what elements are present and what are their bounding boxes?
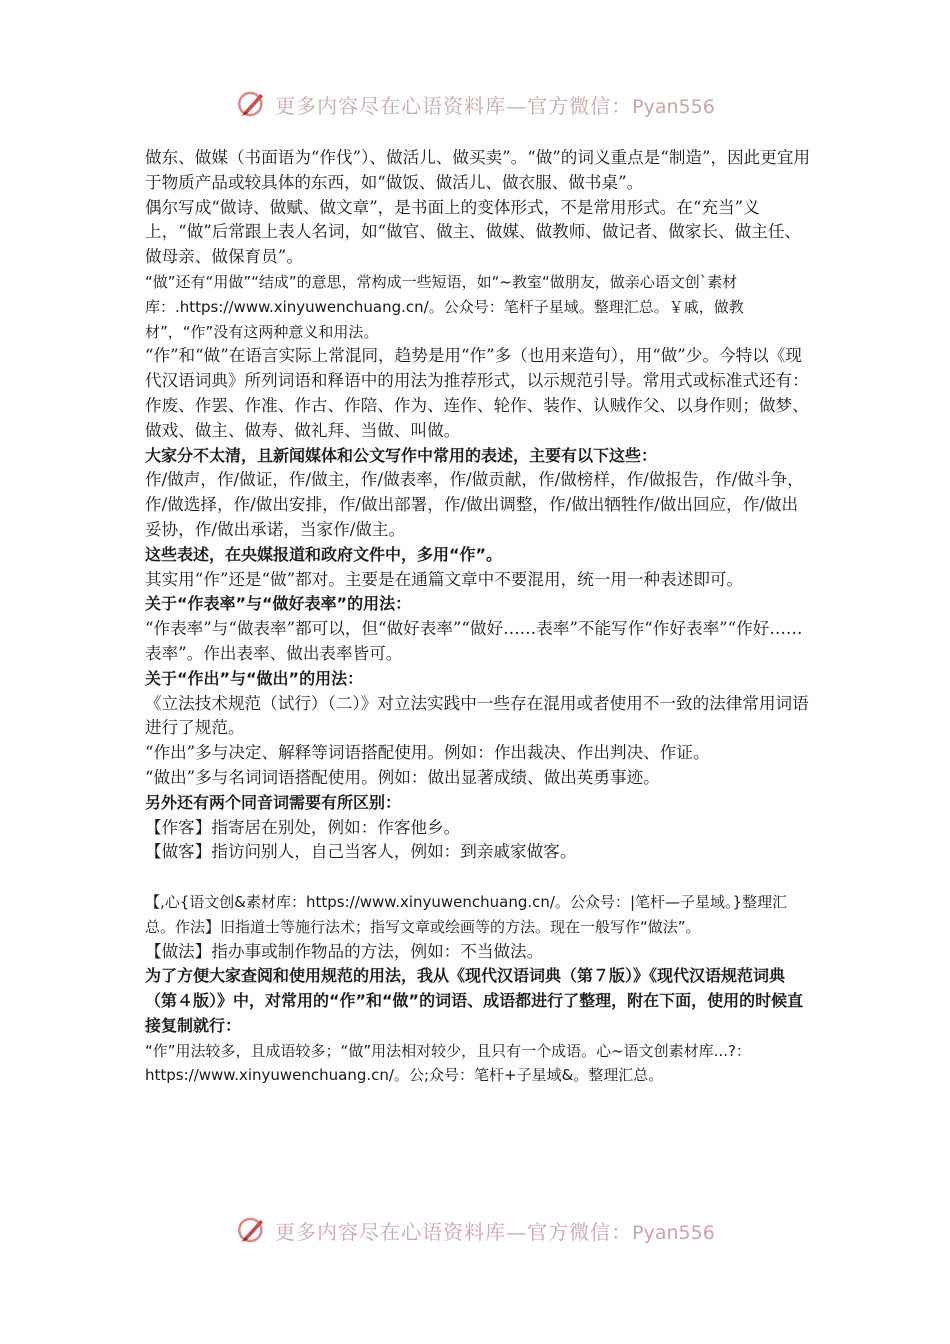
paragraph: 《立法技术规范（试行）（二）》对立法实践中一些存在混用或者使用不一致的法律常用词语进行了规范。 [145, 693, 809, 738]
wechat-account: Pyan556 [632, 1221, 715, 1244]
paragraph: 【做法】指办事或制作物品的方法，例如：不当做法。 [145, 941, 544, 961]
paragraph: 【作客】指寄居在别处，例如：作客他乡。 [145, 817, 461, 837]
footer-banner [0, 1208, 950, 1252]
wechat-account: Pyan556 [632, 95, 715, 118]
section-heading: 大家分不太清，且新闻媒体和公文写作中常用的表述，主要有以下这些： [145, 445, 658, 465]
paragraph: 【做客】指访问别人，自己当客人，例如：到亲戚家做客。 [145, 842, 577, 862]
paragraph: 作/做声，作/做证，作/做主，作/做表率，作/做贡献，作/做榜样，作/做报告，作/做斗争，作/做选择，作/做出安排，作/做出部署，作/做出调整，作/做出牺牲作/做出回应，作/做出妥协，作/做出承诺，当家作/做主。 [145, 470, 804, 539]
section-heading: 另外还有两个同音词需要有所区别： [145, 792, 402, 812]
paragraph: “作”和“做”在语言实际上常混同，趋势是用“作”多（也用来造句），用“做”少。今特以《现代汉语词典》所列词语和释语中的用法为推荐形式，以示规范引导。常用式或标准式还有：作废、作罢、作准、作古、作陪、作为、连作、轮作、装作、认贼作父、以身作则；做梦、做戏、做主、做寿、做礼拜、当做、叫做。 [145, 346, 809, 440]
paragraph: “作出”多与决定、解释等词语搭配使用。例如：作出裁决、作出判决、作证。 [145, 743, 710, 763]
header-banner [0, 82, 950, 126]
paragraph: 做东、做媒（书面语为“作伐”）、做活儿、做买卖”。“做”的词义重点是“制造”，因此更宜用于物质产品或较具体的东西，如“做饭、做活儿、做衣服、做书桌”。 [145, 148, 811, 192]
banner-text: 更多内容尽在心语资料库—官方微信：Pyan556 [275, 93, 715, 118]
section-heading: 关于“作表率”与“做好表率”的用法： [145, 594, 412, 614]
document-body [145, 146, 813, 1088]
paragraph: 其实用“作”还是“做”都对。主要是在通篇文章中不要混用，统一用一种表述即可。 [145, 569, 744, 589]
section-heading: 为了方便大家查阅和使用规范的用法，我从《现代汉语词典（第７版）》《现代汉语规范词典（第４版）》中，对常用的“作”和“做”的词语、成语都进行了整理，附在下面，使用的时候直接复制就行： [145, 966, 804, 1035]
quill-logo-icon [235, 87, 269, 121]
paragraph: “做”还有“用做”“结成”的意思，常构成一些短语，如“~教室“做朋友，做亲心语文创`素材库：.https://www.xinyuwenchuang.cn/。公众号：笔杆子星域。整理汇总。￥戚，做教材”，“作”没有这两种意义和用法。 [145, 272, 744, 341]
paragraph: 【,心{语文创&素材库：https://www.xinyuwenchuang.cn/。公众号：|笔杆—子星域。}整理汇总。作法】旧指道士等施行法术；指写文章或绘画等的方法。现在一般写作“做法”。 [145, 892, 788, 936]
paragraph: “作表率”与“做表率”都可以，但“做好表率”“做好……表率”不能写作“作好表率”“作好……表率”。作出表率、做出表率皆可。 [145, 619, 803, 663]
banner-text: 更多内容尽在心语资料库—官方微信：Pyan556 [275, 1219, 715, 1244]
quill-logo-icon [235, 1213, 269, 1247]
section-heading: 关于“作出”与“做出”的用法： [145, 668, 364, 688]
section-heading: 这些表述，在央媒报道和政府文件中，多用“作”。 [145, 544, 503, 564]
paragraph: “作”用法较多，且成语较多；“做”用法相对较少，且只有一个成语。心~语文创素材库...?：https://www.xinyuwenchuang.cn/。公;众号：笔杆+子星域&。整理汇总。 [145, 1041, 751, 1085]
blank-line [145, 865, 813, 890]
paragraph: “做出”多与名词词语搭配使用。例如：做出显著成绩、做出英勇事迹。 [145, 767, 660, 787]
paragraph: 偶尔写成“做诗、做赋、做文章”，是书面上的变体形式，不是常用形式。在“充当”义上，“做”后常跟上表人名词，如“做官、做主、做媒、做教师、做记者、做家长、做主任、做母亲、做保育员”。 [145, 197, 802, 267]
